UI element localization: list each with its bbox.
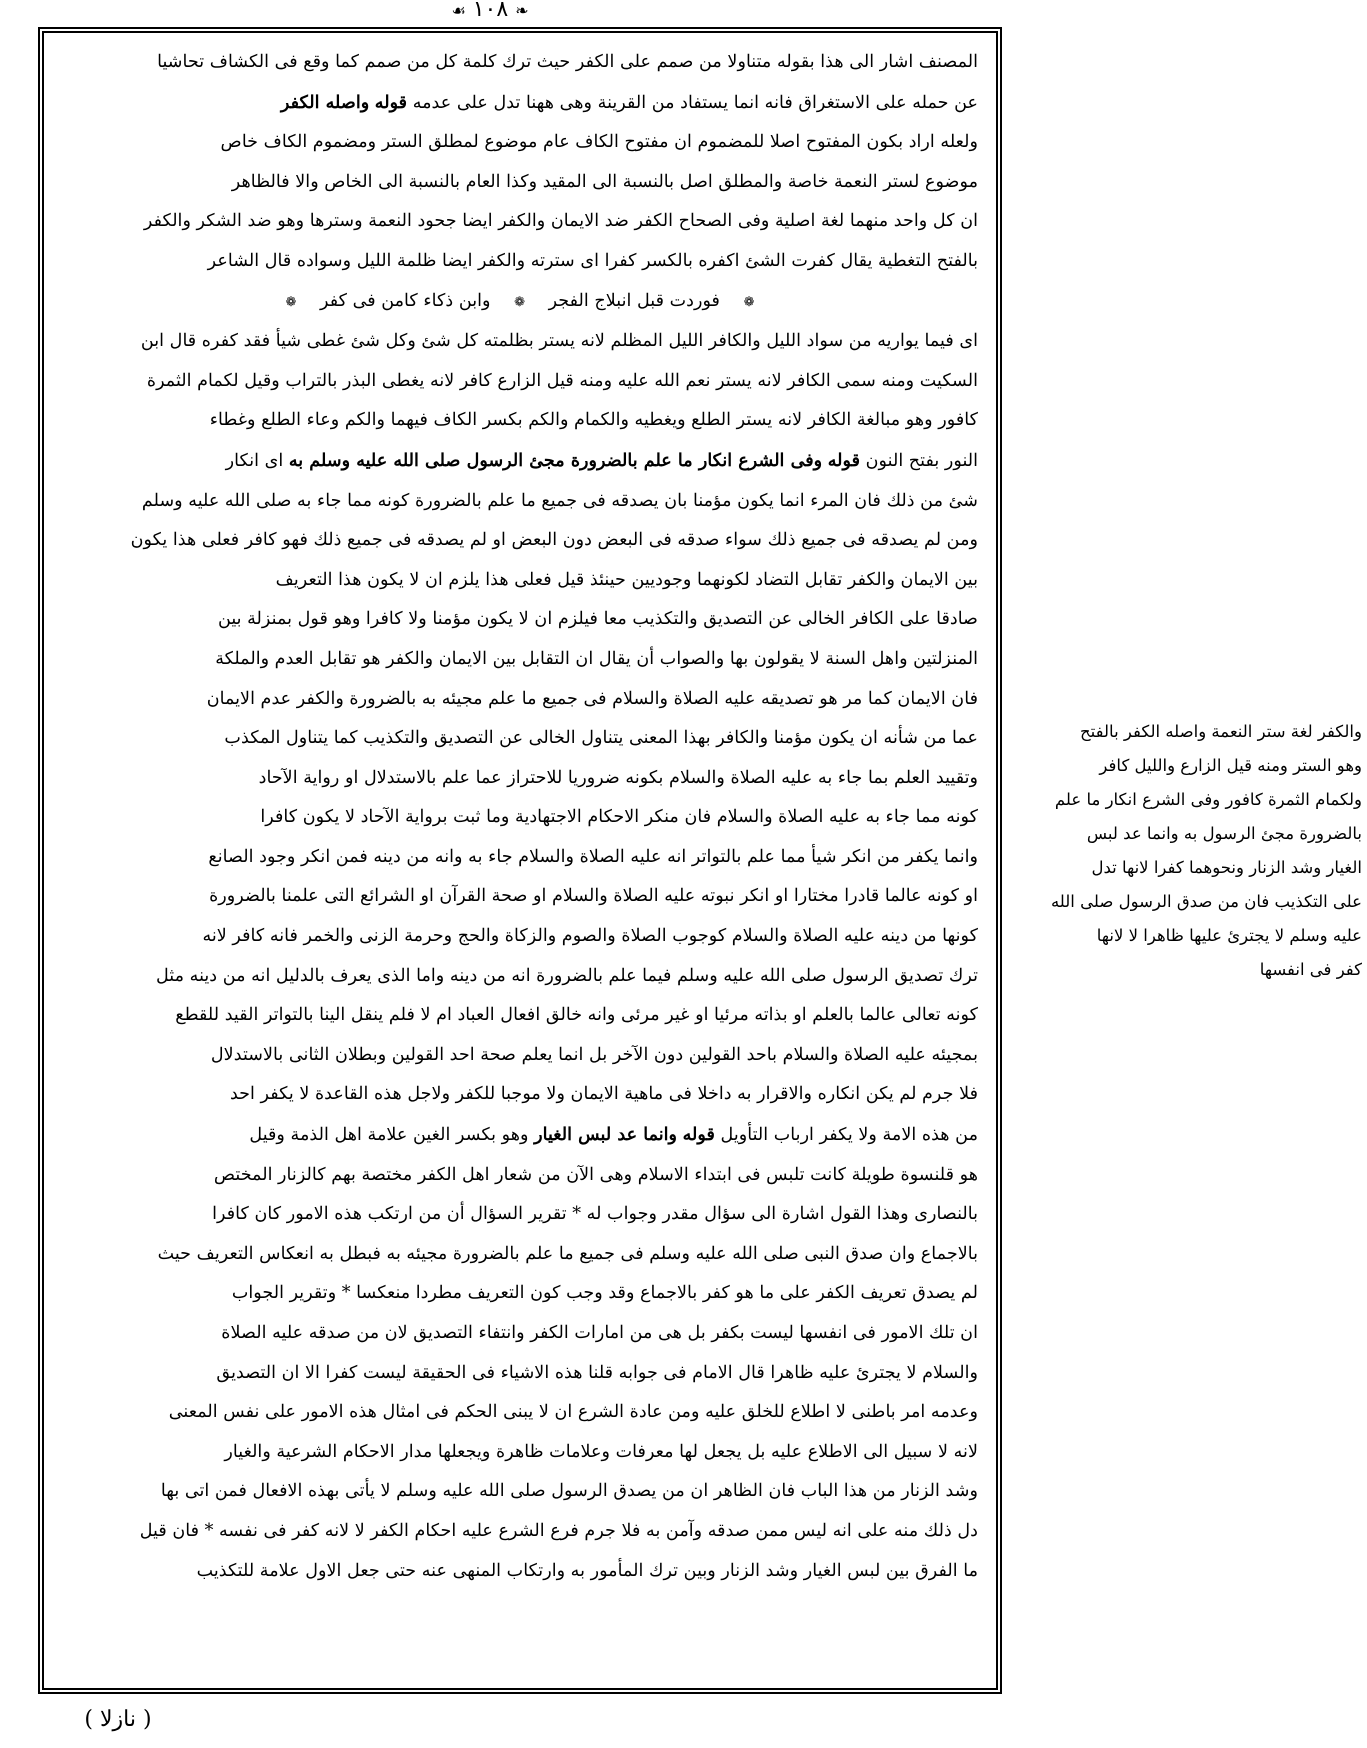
text-line: كونها من دينه عليه الصلاة والسلام كوجوب الصلاة والصوم والزكاة والحج وحرمة الزنى والخمر فانه كافر لانه xyxy=(202,926,978,947)
text-line: ان كل واحد منهما لغة اصلية وفى الصحاح الكفر ضد الايمان والكفر ايضا جحود النعمة وسترها وهو ضد الشكر والكفر xyxy=(143,211,978,232)
text-line: وانما يكفر من انكر شيأ مما علم بالتواتر انه عليه الصلاة والسلام جاء به وانه من دينه فمن انكر وجود الصانع xyxy=(208,846,978,867)
margin-note xyxy=(1024,715,1362,987)
text-segment: من هذه الامة ولا يكفر ارباب التأويل xyxy=(720,1125,978,1146)
qawl-marker: قوله xyxy=(682,1124,715,1146)
text-line: اى فيما يواريه من سواد الليل والكافر الليل المظلم لانه يستر بظلمته كل شئ وكل شئ غطى شيأ فقد كفره قال ابن xyxy=(140,331,978,352)
page-number xyxy=(380,0,600,24)
headword: وفى الشرع انكار ما علم بالضرورة مجئ الرسول صلى الله عليه وسلم به xyxy=(288,449,823,471)
verse-hemistich-1: فوردت قبل انبلاج الفجر xyxy=(548,290,720,311)
text-line: بين الايمان والكفر تقابل التضاد لكونهما وجوديين حينئذ قيل فعلى هذا يلزم ان لا يكون هذا التعريف xyxy=(275,569,978,590)
margin-note-line: كفر فى انفسها xyxy=(1259,960,1362,979)
margin-note-line: والكفر لغة ستر النعمة واصله الكفر بالفتح xyxy=(1080,722,1362,741)
text-line: فلا جرم لم يكن انكاره والاقرار به داخلا فى ماهية الايمان ولا موجبا للكفر ولاجل هذه القاعدة لا يكفر احد xyxy=(229,1084,978,1105)
text-line: دل ذلك منه على انه ليس ممن صدقه وآمن به فلا جرم فرع الشرع عليه احكام الكفر لا لانه كفر فى نفسه * فان قيل xyxy=(139,1520,978,1541)
verse-hemistich-2: وابن ذكاء كامن فى كفر xyxy=(320,290,491,311)
ornament-right: ☙ xyxy=(451,1,466,20)
text-line: او كونه عالما قادرا مختارا او انكر نبوته عليه الصلاة والسلام او صحة القرآن او الشرائع التى علمنا بالضرورة xyxy=(209,886,978,907)
text-line: لانه لا سبيل الى الاطلاع عليه بل يجعل لها معرفات وعلامات ظاهرة ويجعلها مدار الاحكام الشرعية والغيار xyxy=(224,1441,978,1462)
margin-note-line: بالضرورة مجئ الرسول به وانما عد لبس xyxy=(1086,824,1362,843)
text-line: ترك تصديق الرسول صلى الله عليه وسلم فيما علم بالضرورة انه من دينه واما الذى يعرف بالدليل انه من دينه مثل xyxy=(155,965,978,986)
margin-note-line: الغيار وشد الزنار ونحوهما كفرا لانها تدل xyxy=(1091,858,1362,877)
text-line: كونه مما جاء به عليه الصلاة والسلام فان منكر الاحكام الاجتهادية وما ثبت برواية الآحاد لا يكون كافرا xyxy=(260,807,978,828)
catchword-signature: ( نازلا ) xyxy=(84,1707,152,1732)
verse-star: ❁ xyxy=(743,294,755,310)
text-line: بالاجماع وان صدق النبى صلى الله عليه وسلم فى جميع ما علم بالضرورة مجيئه به فبطل به انعكاس التعريف حيث xyxy=(157,1243,978,1264)
text-segment: النور بفتح النون xyxy=(865,450,978,471)
text-segment: وهو بكسر الغين علامة اهل الذمة وقيل xyxy=(249,1125,529,1146)
text-line: والسلام لا يجترئ عليه ظاهرا قال الامام فى جوابه قلنا هذه الاشياء فى الحقيقة ليست كفرا الا ان التصديق xyxy=(216,1362,978,1383)
text-line xyxy=(62,441,978,482)
text-line: فان الايمان كما مر هو تصديقه عليه الصلاة والسلام فى جميع ما علم مجيئه به بالضرورة والكفر عدم الايمان xyxy=(206,688,978,709)
main-text-body xyxy=(62,43,978,1591)
text-line: وتقييد العلم بما جاء به عليه الصلاة والسلام بكونه ضروريا للاحتراز عما علم بالاستدلال او رواية الآحاد xyxy=(258,767,978,788)
text-line: شئ من ذلك فان المرء انما يكون مؤمنا بان يصدقه فى جميع ما علم بالضرورة كونه مما جاء به صلى الله عليه وسلم xyxy=(141,490,978,511)
margin-note-line: ولكمام الثمرة كافور وفى الشرع انكار ما علم xyxy=(1054,790,1362,809)
text-line: صادقا على الكافر الخالى عن التصديق والتكذيب معا فيلزم ان لا يكون مؤمنا ولا كافرا وهو قول بمنزلة بين xyxy=(217,609,978,630)
text-segment: اى انكار xyxy=(225,450,284,471)
text-line: عما من شأنه ان يكون مؤمنا والكافر بهذا المعنى يتناول الخالى عن التصديق والتكذيب كما يتناول المكذب xyxy=(224,728,978,749)
text-line: ان تلك الامور فى انفسها ليست بكفر بل هى من امارات الكفر وانتفاء التصديق لان من صدقه عليه الصلاة xyxy=(221,1323,978,1343)
margin-note-line: وهو الستر ومنه قيل الزارع والليل كافر xyxy=(1099,756,1362,775)
text-line: ما الفرق بين لبس الغيار وشد الزنار وبين ترك المأمور به وارتكاب المنهى عنه حتى جعل الاول علامة للتكذيب xyxy=(196,1560,978,1581)
qawl-marker: قوله xyxy=(827,449,861,471)
text-line: كافور وهو مبالغة الكافر لانه يستر الطلع ويغطيه والكمام والكم بكسر الكاف فيهما والكم وعاء الطلع وغطاء xyxy=(209,410,978,431)
text-line: بالفتح التغطية يقال كفرت الشئ اكفره بالكسر كفرا اى سترته والكفر ايضا ظلمة الليل وسواده قال الشاعر xyxy=(207,250,978,271)
verse-star: ❁ xyxy=(514,294,525,310)
main-text-frame xyxy=(38,27,1002,1694)
text-line: المنزلتين واهل السنة لا يقولون بها والصواب أن يقال ان التقابل بين الايمان والكفر هو تقابل العدم والملكة xyxy=(215,648,978,669)
text-line: ولعله اراد بكون المفتوح اصلا للمضموم ان مفتوح الكاف عام موضوع لمطلق الستر ومضموم الكاف خاص xyxy=(220,132,978,153)
margin-note-line: على التكذيب فان من صدق الرسول صلى الله xyxy=(1050,892,1362,911)
text-line: بالنصارى وهذا القول اشارة الى سؤال مقدر وجواب له * تقرير السؤال أن من ارتكب هذه الامور كان كافرا xyxy=(212,1204,978,1225)
text-line xyxy=(62,1115,978,1156)
text-line: كونه تعالى عالما بالعلم او بذاته مرئيا او غير مرئى وانه خالق افعال العباد ام لا فلم ينقل الينا بالتواتر القيد للقطع xyxy=(175,1005,978,1026)
qawl-marker: قوله xyxy=(374,91,408,113)
text-line: لم يصدق تعريف الكفر على ما هو كفر بالاجماع وقد وجب كون التعريف مطردا منعكسا * وتقرير الجواب xyxy=(231,1283,978,1304)
headword: واصله الكفر xyxy=(280,91,370,113)
text-line: وشد الزنار من هذا الباب فان الظاهر ان من يصدق الرسول صلى الله عليه وسلم لا يأتى بهذه الافعال فمن اتى بها xyxy=(160,1481,978,1502)
page-number-value: ١٠٨ xyxy=(472,0,509,22)
ornament-left: ❧ xyxy=(515,1,529,20)
text-line: موضوع لستر النعمة خاصة والمطلق اصل بالنسبة الى المقيد وكذا العام بالنسبة الى الخاص والا فالظاهر xyxy=(231,171,978,192)
text-segment: عن حمله على الاستغراق فانه انما يستفاد من القرينة وهى ههنا تدل على عدمه xyxy=(412,92,978,113)
verse-star: ❁ xyxy=(285,294,297,310)
text-line: السكيت ومنه سمى الكافر لانه يستر نعم الله عليه ومنه قيل الزارع كافر لانه يغطى البذر بالتراب وقيل لكمام الثمرة xyxy=(146,370,978,391)
margin-note-line: عليه وسلم لا يجترئ عليها ظاهرا لا لانها xyxy=(1096,926,1362,945)
text-line: بمجيئه عليه الصلاة والسلام باحد القولين دون الآخر بل انما يعلم صحة احد القولين وبطلان الثانى بالاستدلال xyxy=(210,1044,978,1065)
text-line: وعدمه امر باطنى لا اطلاع للخلق عليه ومن عادة الشرع ان لا يبنى الحكم فى امثال هذه الامور على نفس المعنى xyxy=(168,1402,978,1423)
text-line: ومن لم يصدقه فى جميع ذلك سواء صدقه فى البعض دون البعض او لم يصدقه فى جميع ذلك فهو كافر فعلى هذا يكون xyxy=(130,530,978,551)
verse-line xyxy=(62,282,978,323)
text-line: هو قلنسوة طويلة كانت تلبس فى ابتداء الاسلام وهى الآن من شعار اهل الكفر مختصة بهم كالزنار المختص xyxy=(213,1164,978,1185)
headword: وانما عد لبس الغيار xyxy=(534,1124,678,1146)
text-line: المصنف اشار الى هذا بقوله متناولا من صمم على الكفر حيث ترك كلمة كل من صمم كما وقع فى الكشاف تحاشيا xyxy=(157,52,978,72)
text-line xyxy=(62,83,978,124)
